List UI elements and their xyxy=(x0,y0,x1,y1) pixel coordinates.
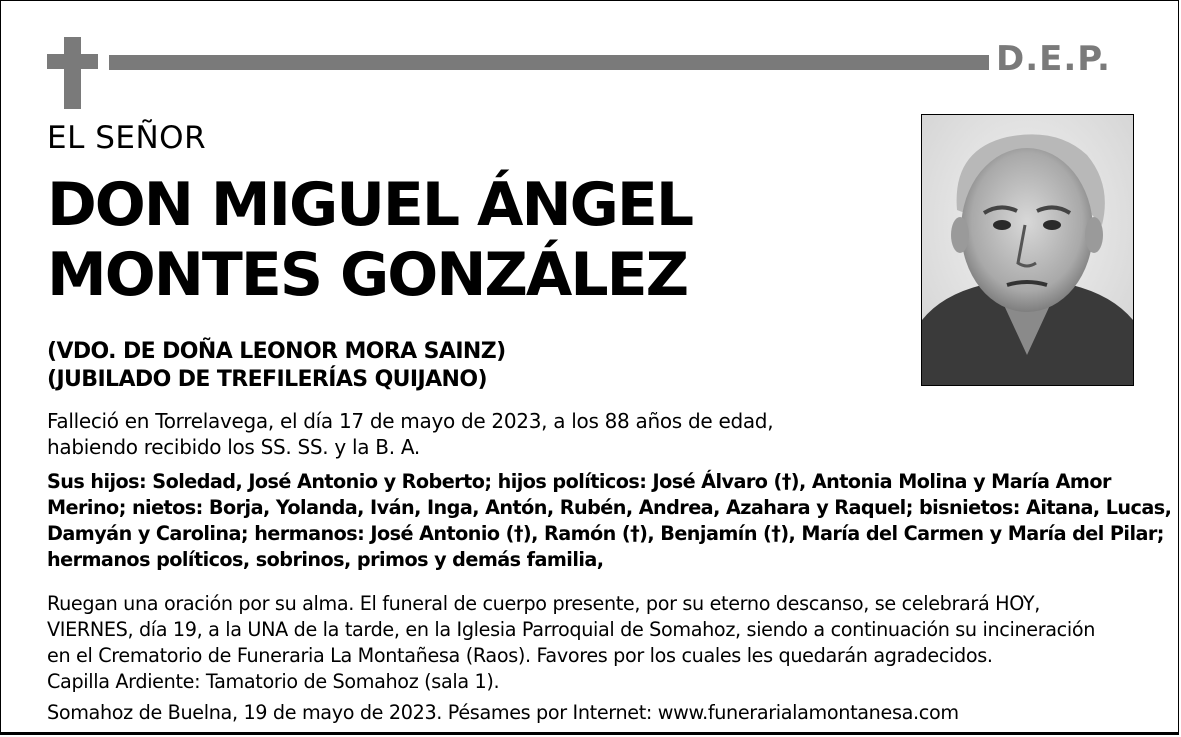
retired-from: (JUBILADO DE TREFILERÍAS QUIJANO) xyxy=(47,367,487,392)
name-line-1: DON MIGUEL ÁNGEL xyxy=(47,170,693,240)
subtitles xyxy=(47,338,506,394)
death-notice xyxy=(47,408,773,460)
family-line: hermanos políticos, sobrinos, primos y demás familia, xyxy=(47,548,604,571)
honorific: EL SEÑOR xyxy=(47,120,207,156)
family-line: Damyán y Carolina; hermanos: José Antonio (†), Ramón (†), Benjamín (†), María del Carmen y María del Pilar; xyxy=(47,522,1164,545)
family-line: Merino; nietos: Borja, Yolanda, Iván, Inga, Antón, Rubén, Andrea, Azahara y Raquel; bisnietos: Aitana, Lucas, xyxy=(47,496,1172,519)
footer-place-date-website: Somahoz de Buelna, 19 de mayo de 2023. Pésames por Internet: www.funerarialamontanesa.com xyxy=(47,701,959,724)
funeral-line: Ruegan una oración por su alma. El funeral de cuerpo presente, por su eterno descanso, se celebrará HOY, xyxy=(47,592,1041,615)
funeral-line: Capilla Ardiente: Tamatorio de Somahoz (sala 1). xyxy=(47,670,500,693)
dep-label: D.E.P. xyxy=(996,39,1111,79)
header-rule xyxy=(109,55,989,70)
funeral-line: en el Crematorio de Funeraria La Montañesa (Raos). Favores por los cuales les quedarán agradecidos. xyxy=(47,644,993,667)
portrait-image xyxy=(922,115,1133,385)
family-line: Sus hijos: Soledad, José Antonio y Roberto; hijos políticos: José Álvaro (†), Antonia Molina y María Amor xyxy=(47,470,1111,493)
funeral-details xyxy=(47,591,1095,695)
death-notice-line: Falleció en Torrelavega, el día 17 de mayo de 2023, a los 88 años de edad, xyxy=(47,409,774,433)
name-line-2: MONTES GONZÁLEZ xyxy=(47,240,688,310)
death-notice-line: habiendo recibido los SS. SS. y la B. A. xyxy=(47,435,420,459)
funeral-line: VIERNES, día 19, a la UNA de la tarde, en la Iglesia Parroquial de Somahoz, siendo a continuación su incineración xyxy=(47,618,1096,641)
widower-of: (VDO. DE DOÑA LEONOR MORA SAINZ) xyxy=(47,339,506,364)
portrait-photo xyxy=(921,114,1134,386)
deceased-name xyxy=(47,170,907,310)
family-list xyxy=(47,469,1171,573)
